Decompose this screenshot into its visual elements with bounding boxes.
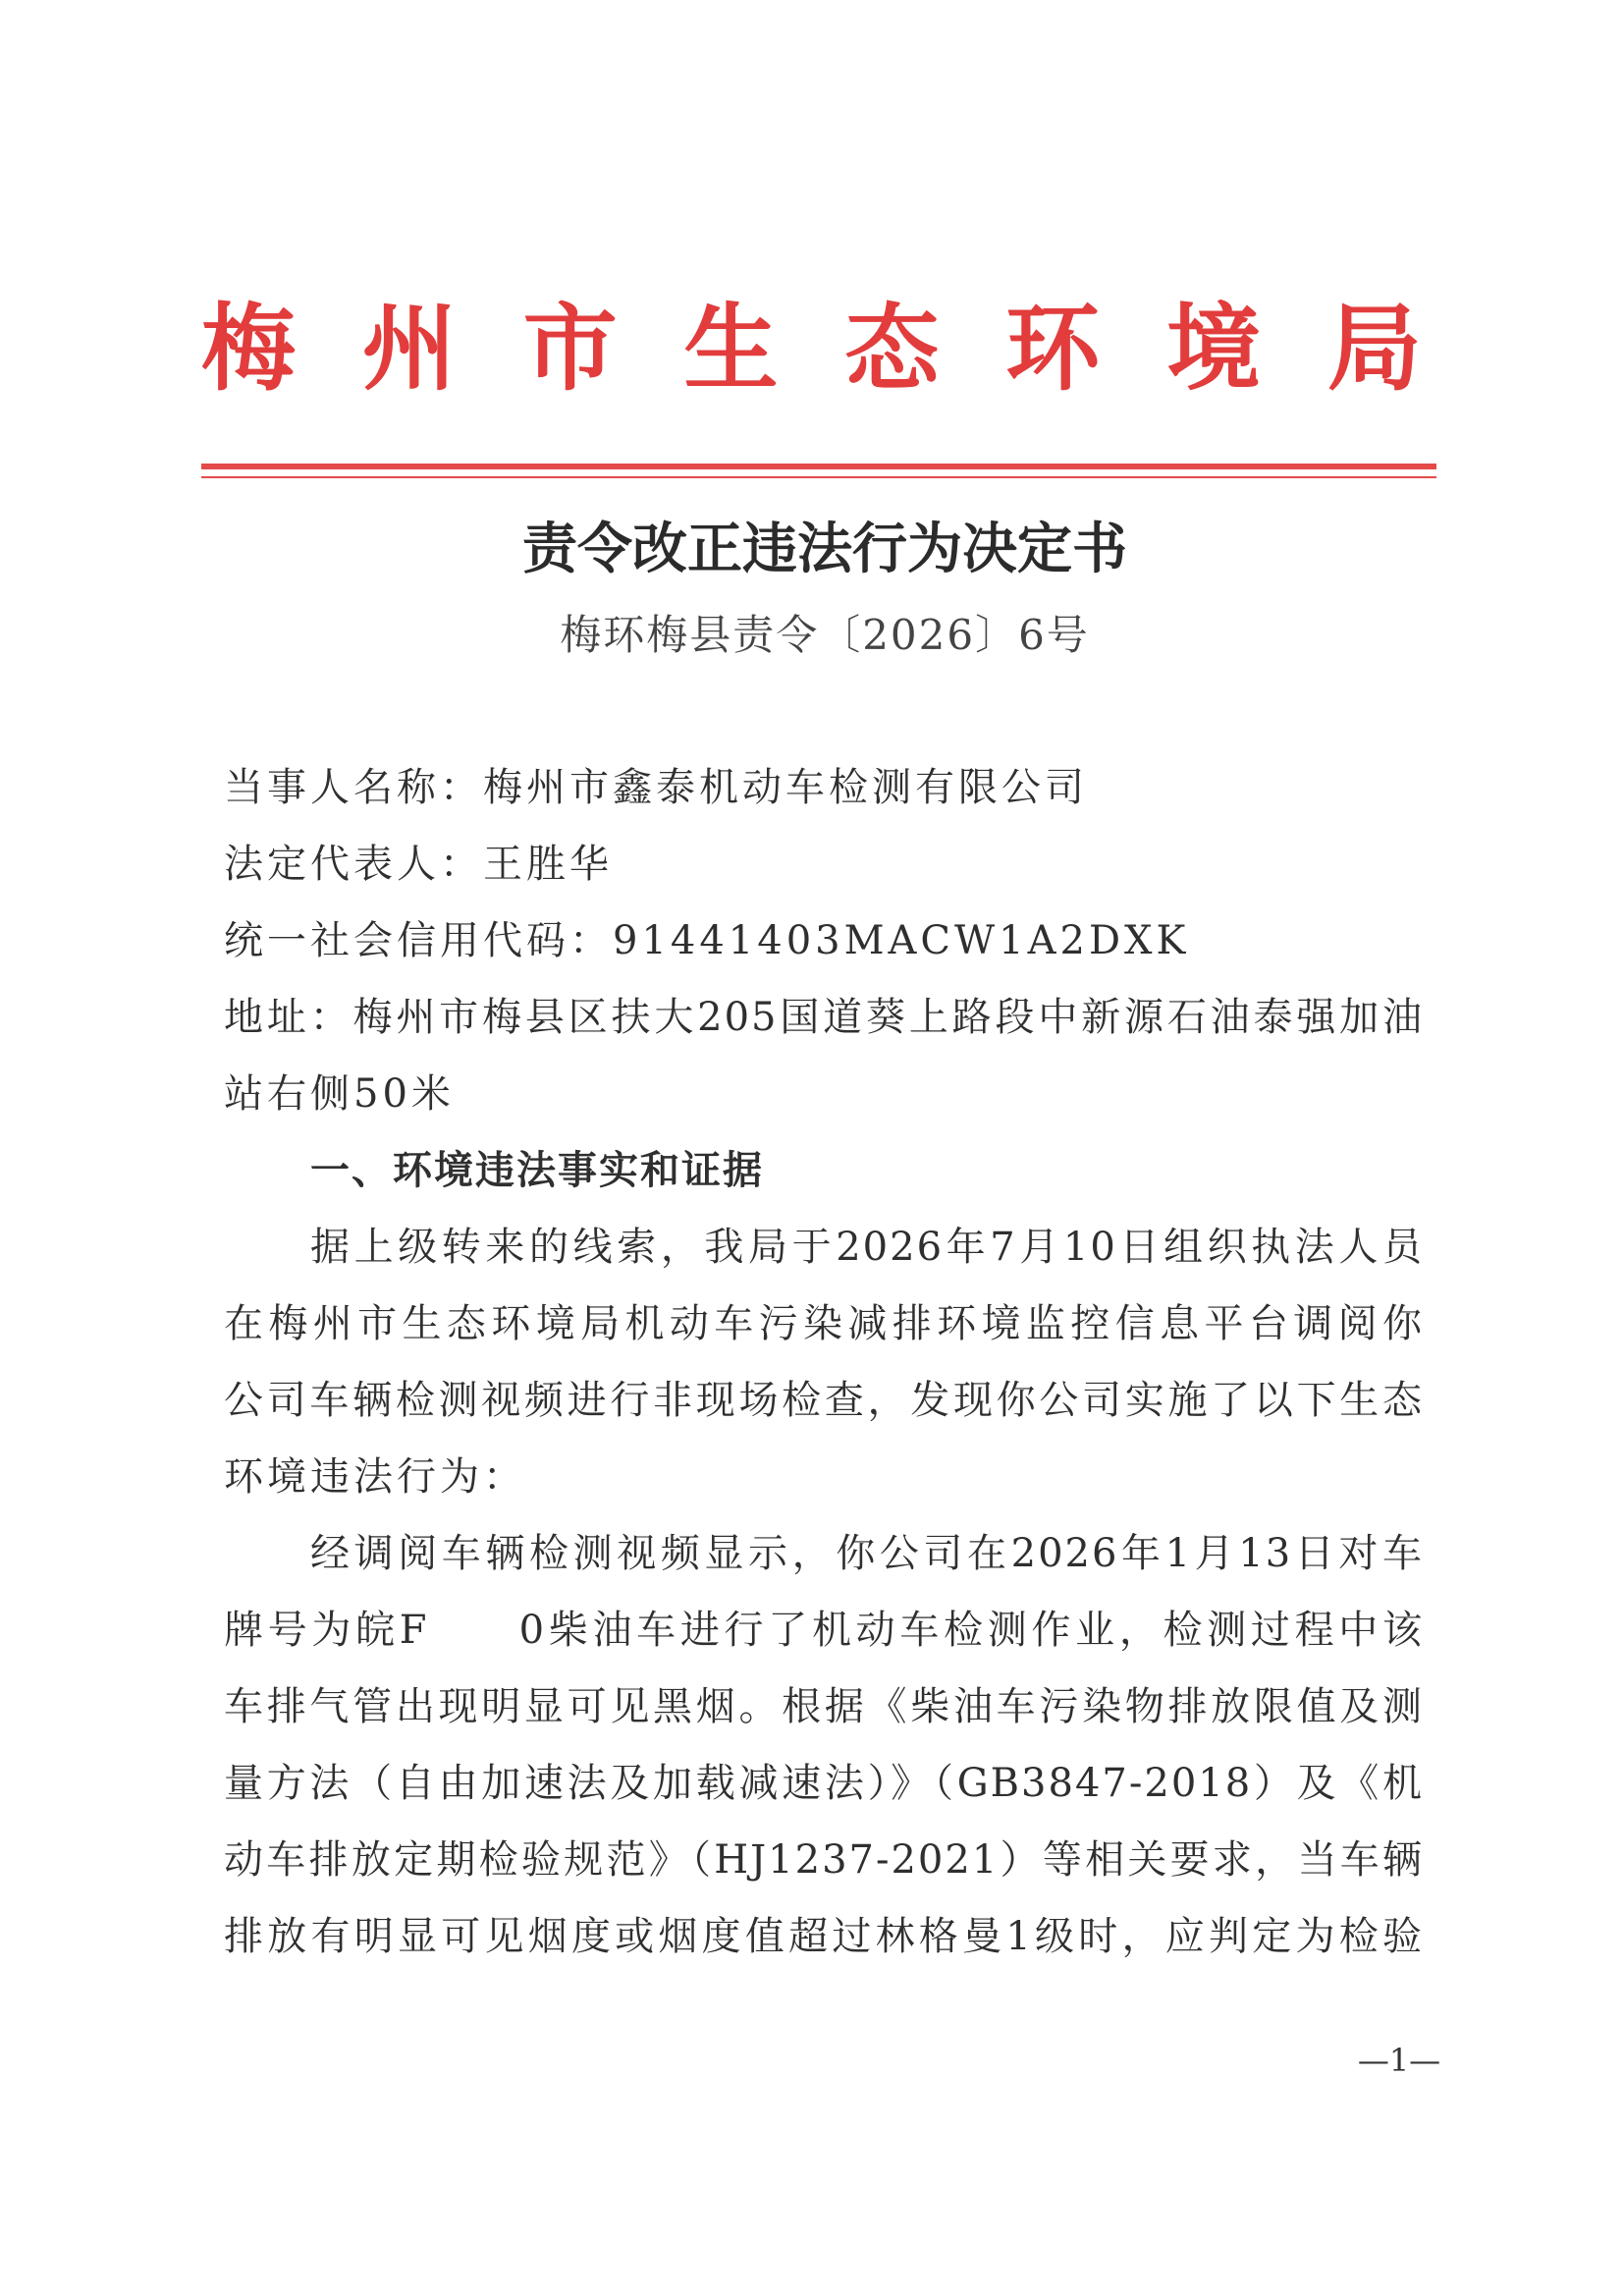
paragraph-line: 量方法（自由加速法及加载减速法）》（GB3847-2018）及《机 [224,1761,1424,1806]
agency-char: 州 [361,294,457,404]
legal-rep-line: 法定代表人：王胜华 [224,842,613,887]
paragraph-line: 公司车辆检测视频进行非现场检查，发现你公司实施了以下生态 [224,1378,1424,1423]
agency-char: 梅 [201,294,296,404]
paragraph-line: 环境违法行为： [224,1454,526,1500]
paragraph-line: 据上级转来的线索，我局于2026年7月10日组织执法人员 [310,1225,1424,1270]
agency-char: 境 [1166,294,1262,404]
paragraph-line: 在梅州市生态环境局机动车污染减排环境监控信息平台调阅你 [224,1301,1424,1346]
agency-char: 市 [522,294,618,404]
header-rule-thick [201,464,1436,469]
party-name-line: 当事人名称：梅州市鑫泰机动车检测有限公司 [224,765,1088,810]
document-number: 梅环梅县责令〔2026〕6号 [560,611,1090,659]
agency-char: 局 [1326,294,1422,404]
address-line: 地址：梅州市梅县区扶大205国道葵上路段中新源石油泰强加油 [224,995,1424,1040]
agency-char: 环 [1005,294,1101,404]
agency-header [201,285,1422,412]
paragraph-line: 动车排放定期检验规范》（HJ1237-2021）等相关要求，当车辆 [224,1837,1424,1883]
section-heading: 一、环境违法事实和证据 [310,1148,764,1193]
header-rule-thin [201,476,1436,478]
paragraph-line: 排放有明显可见烟度或烟度值超过林格曼1级时，应判定为检验 [224,1914,1424,1959]
credit-code-line: 统一社会信用代码：91441403MACW1A2DXK [224,918,1190,963]
address-line-cont: 站右侧50米 [224,1071,455,1117]
agency-char: 态 [844,294,940,404]
document-title: 责令改正违法行为决定书 [522,518,1127,581]
paragraph-line: 牌号为皖F 0柴油车进行了机动车检测作业，检测过程中该 [224,1608,1424,1653]
party-info [224,749,1424,1975]
paragraph-line: 经调阅车辆检测视频显示，你公司在2026年1月13日对车 [310,1531,1424,1576]
paragraph-line: 车排气管出现明显可见黑烟。根据《柴油车污染物排放限值及测 [224,1684,1424,1729]
page-number: —1— [1357,2042,1441,2079]
agency-char: 生 [683,294,779,404]
